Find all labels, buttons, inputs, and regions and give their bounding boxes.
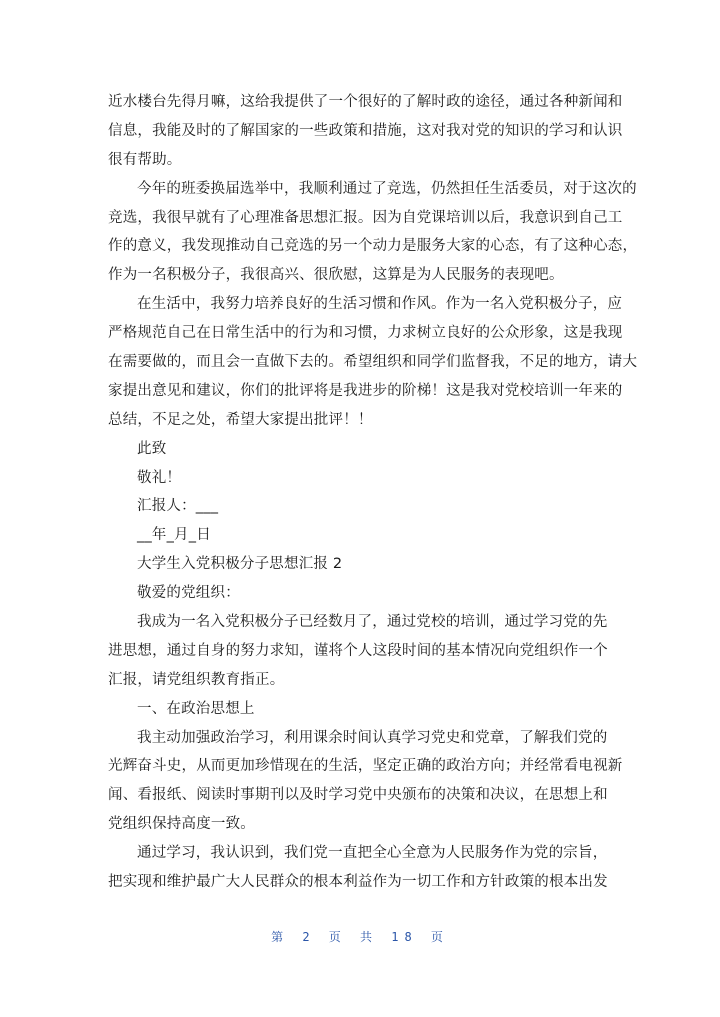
page-number-footer: 第 2 页 共 18 页 bbox=[271, 930, 449, 944]
text-line: 党组织保持高度一致。 bbox=[108, 816, 255, 833]
text-line: 很有帮助。 bbox=[108, 151, 182, 168]
document-body bbox=[108, 88, 638, 897]
text-line: 严格规范自己在日常生活中的行为和习惯，力求树立良好的公众形象，这是我现 bbox=[108, 325, 623, 342]
text-line: 光辉奋斗史，从而更加珍惜现在的生活，坚定正确的政治方向；并经常看电视新 bbox=[108, 758, 623, 775]
text-line: 我主动加强政治学习，利用课余时间认真学习党史和党章，了解我们党的 bbox=[137, 729, 608, 746]
text-line: 竞选，我很早就有了心理准备思想汇报。因为自党课培训以后，我意识到自己工 bbox=[108, 209, 623, 226]
text-line: 把实现和维护最广大人民群众的根本利益作为一切工作和方针政策的根本出发 bbox=[108, 874, 608, 891]
text-line: 在生活中，我努力培养良好的生活习惯和作风。作为一名入党积极分子，应 bbox=[137, 296, 623, 313]
text-line: 近水楼台先得月嘛，这给我提供了一个很好的了解时政的途径，通过各种新闻和 bbox=[108, 94, 623, 110]
text-line: 一、在政治思想上 bbox=[137, 700, 255, 717]
text-line: 敬爱的党组织： bbox=[137, 585, 240, 602]
text-line: 通过学习，我认识到，我们党一直把全心全意为人民服务作为党的宗旨， bbox=[137, 845, 608, 862]
text-line: 信息，我能及时的了解国家的一些政策和措施，这对我对党的知识的学习和认识 bbox=[108, 122, 623, 139]
text-line: 作的意义，我发现推动自己竞选的另一个动力是服务大家的心态，有了这种心态， bbox=[108, 238, 638, 255]
text-line: 汇报，请党组织教育指正。 bbox=[108, 671, 285, 688]
text-line: 总结，不足之处，希望大家提出批评！！ bbox=[108, 411, 373, 428]
text-line: 闻、看报纸、阅读时事期刊以及时学习党中央颁布的决策和决议，在思想上和 bbox=[108, 787, 608, 804]
text-line: 家提出意见和建议，你们的批评将是我进步的阶梯！这是我对党校培训一年来的 bbox=[108, 382, 623, 399]
text-line: 大学生入党积极分子思想汇报 2 bbox=[137, 556, 343, 573]
text-line: __年_月_日 bbox=[137, 527, 211, 544]
text-line: 今年的班委换届选举中，我顺利通过了竞选，仍然担任生活委员，对于这次的 bbox=[137, 180, 637, 197]
text-line: 此致 bbox=[137, 440, 167, 457]
text-line: 进思想，通过自身的努力求知，谨将个人这段时间的基本情况向党组织作一个 bbox=[108, 642, 608, 659]
text-line: 我成为一名入党积极分子已经数月了，通过党校的培训，通过学习党的先 bbox=[137, 614, 608, 631]
text-line: 敬礼！ bbox=[137, 469, 182, 486]
text-line: 汇报人：___ bbox=[137, 498, 219, 515]
text-line: 在需要做的，而且会一直做下去的。希望组织和同学们监督我，不足的地方，请大 bbox=[108, 354, 638, 371]
text-line: 作为一名积极分子，我很高兴、很欣慰，这算是为人民服务的表现吧。 bbox=[108, 267, 564, 284]
